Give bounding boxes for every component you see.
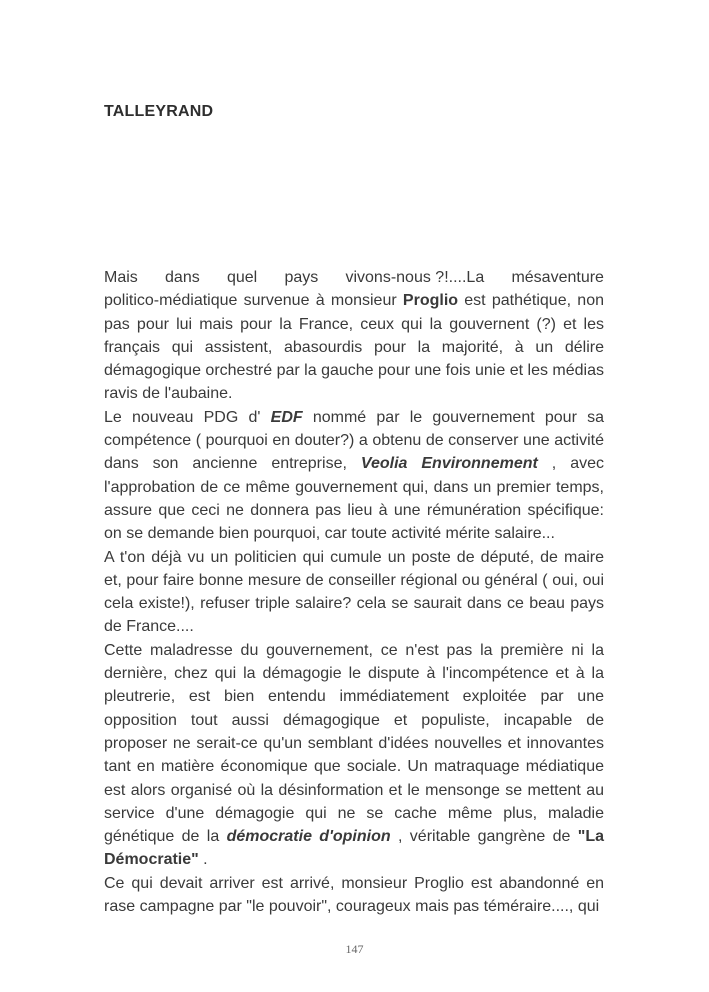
text-run: politico-médiatique survenue à monsieur <box>104 292 403 310</box>
text-run: Cette maladresse du gouvernement, ce n'est pas la première ni la dernière, chez qui la démagogie le dispute à l'incompétence et à la pleutrerie, est bien entendu immédiatement exploitée par une opposition tout aussi démagogique et populiste, incapable de proposer ne serait-ce qu'un semblant d'idées nouvelles et innovantes tant en matière économique que sociale. Un matraquage médiatique est alors organisé où la désinformation et le mensonge se mettent au service d'une démagogie qui ne se cache même plus, maladie génétique de la <box>104 641 604 846</box>
bold-name-proglio: Proglio <box>402 292 459 310</box>
paragraph-5: Ce qui devait arriver est arrivé, monsieur Proglio est abandonné en rase campagne par "le pouvoir", courageux mais pas téméraire...., qui <box>104 874 604 916</box>
word: mésaventure <box>511 269 604 286</box>
text-run: , véritable gangrène de <box>390 828 578 846</box>
paragraph-1 <box>104 266 604 406</box>
bold-italic-veolia: Veolia Environnement <box>360 455 538 473</box>
word: dans <box>165 269 200 286</box>
paragraph-3: A t'on déjà vu un politicien qui cumule un poste de député, de maire et, pour faire bonne mesure de conseiller régional ou général ( oui, oui cela existe!), refuser triple salaire? cela se saurait dans ce beau pays de France.... <box>104 548 604 636</box>
bold-la-democratie: "La Démocratie" <box>104 828 605 869</box>
word: Mais <box>104 269 138 286</box>
text-run: . <box>198 851 208 869</box>
text-run: , avec l'approbation de ce même gouvernement qui, dans un premier temps, assure que ceci ne donnera pas lieu à une rémunération spécifique: on se demande bien pourquoi, car toute activité mérite salaire... <box>104 455 605 543</box>
text-run: est pathétique, non pas pour lui mais pour la France, ceux qui la gouvernent (?) et les français qui assistent, abasourdis pour la majorité, à un délire démagogique orchestré par la gauche pour une fois unie et les médias ravis de l'aubaine. <box>104 292 604 403</box>
paragraph-4 <box>104 639 604 872</box>
paragraph-2 <box>104 406 604 546</box>
page-number: 147 <box>345 942 364 956</box>
body-text <box>104 266 604 918</box>
bold-italic-edf: EDF <box>270 408 303 426</box>
word: quel <box>226 269 258 286</box>
bold-italic-democratie-opinion: démocratie d'opinion <box>226 828 391 846</box>
paragraph-1-first-line <box>104 266 604 289</box>
text-run: nommé par le gouvernement pour sa compétence ( pourquoi en douter?) a obtenu de conserver une activité dans son ancienne entreprise, <box>104 408 605 473</box>
chapter-title: TALLEYRAND <box>104 103 214 120</box>
word: pays <box>284 269 319 286</box>
word: vivons-nous ?!....La <box>345 269 485 286</box>
text-run: Le nouveau PDG d' <box>104 408 271 426</box>
